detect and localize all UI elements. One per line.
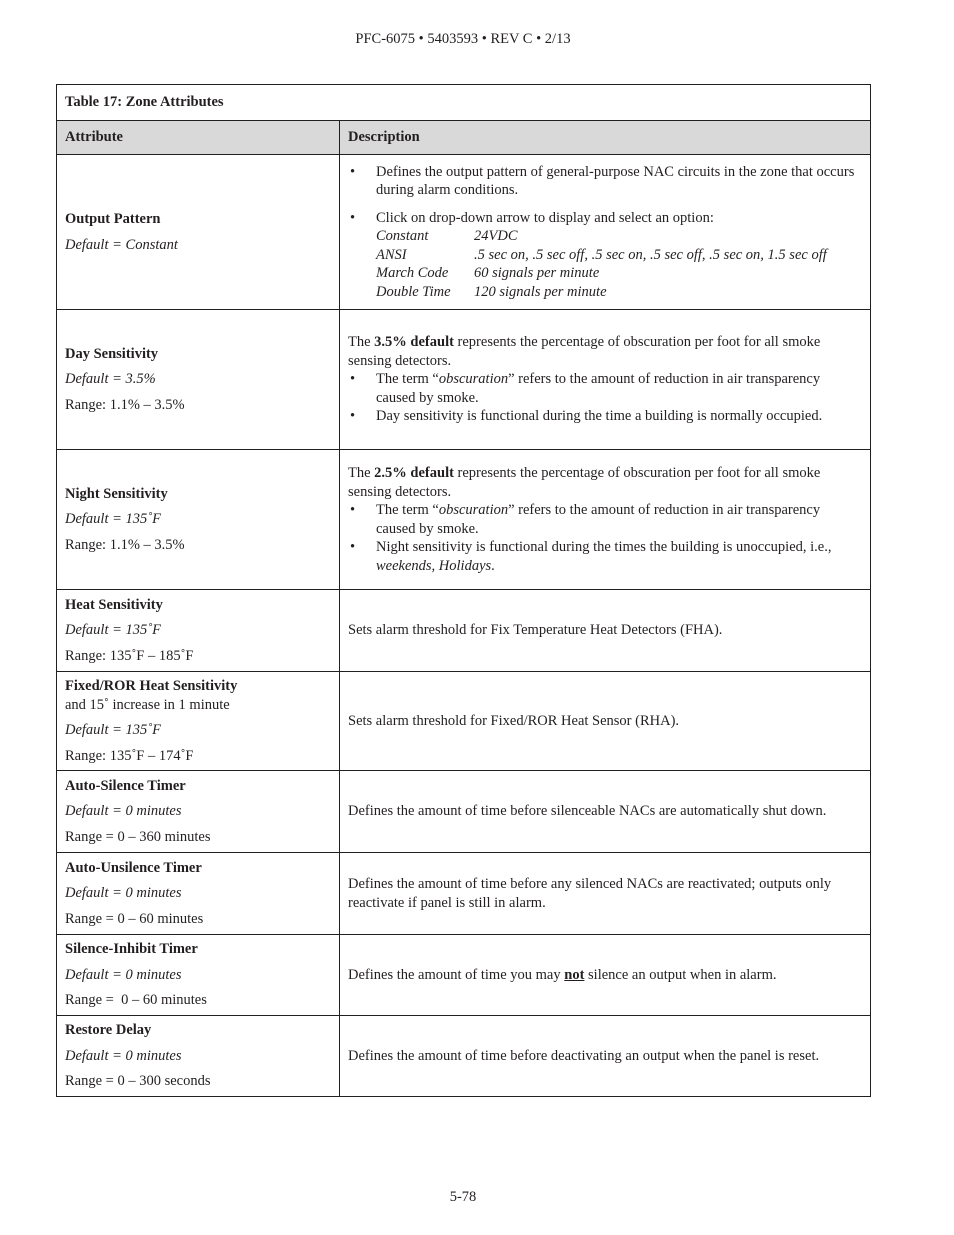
- text-run: Night sensitivity is functional during the times the building is unoccupied, i.e.,: [376, 539, 832, 555]
- text-run: silence an output when in alarm.: [584, 966, 777, 983]
- italic-text: obscuration: [438, 371, 509, 388]
- table-row: [57, 590, 871, 672]
- option-value: .5 sec on, .5 sec off, .5 sec on, .5 sec off, .5 sec on, 1.5 sec off: [474, 246, 827, 263]
- text-run: ” refers to the amount of reduction in air transparency caused by smoke.: [376, 502, 821, 537]
- attribute-name: Day Sensitivity: [65, 345, 159, 362]
- text-run: Defines the amount of time you may: [348, 966, 565, 983]
- attribute-subtitle: and 15˚ increase in 1 minute: [65, 696, 230, 713]
- description-cell: Defines the amount of time before deactivating an output when the panel is reset.: [340, 1016, 871, 1097]
- option-name: ANSI: [376, 246, 407, 263]
- table-row: [57, 1016, 871, 1097]
- description-cell: [340, 450, 871, 590]
- italic-text: weekends, Holidays: [376, 557, 492, 574]
- attribute-default: Default = 135˚F: [65, 622, 161, 639]
- attribute-name: Auto-Silence Timer: [65, 777, 186, 794]
- attribute-default: Default = Constant: [65, 236, 178, 253]
- attribute-range: Range: 1.1% – 3.5%: [65, 536, 185, 553]
- option-value: 120 signals per minute: [474, 283, 607, 300]
- column-header-attribute: Attribute: [57, 121, 340, 155]
- text-run: The: [348, 465, 375, 481]
- column-header-description: Description: [340, 121, 871, 155]
- table-row: [57, 853, 871, 935]
- attribute-name: Silence-Inhibit Timer: [65, 941, 198, 958]
- page-header: PFC-6075 • 5403593 • REV C • 2/13: [355, 31, 571, 47]
- attribute-range: Range = 0 – 60 minutes: [65, 910, 204, 927]
- attribute-cell: [57, 155, 340, 310]
- text-run: .: [491, 557, 495, 574]
- description-cell: [340, 155, 871, 310]
- table-row: [57, 672, 871, 771]
- table-title: Table 17: Zone Attributes: [57, 85, 871, 121]
- option-name: Constant: [376, 228, 429, 245]
- bold-text: 3.5% default: [374, 334, 454, 351]
- option-value: 24VDC: [474, 228, 518, 245]
- attribute-default: Default = 0 minutes: [65, 966, 182, 983]
- zone-attributes-table: [56, 84, 871, 1097]
- attribute-cell: [57, 590, 340, 672]
- attribute-cell: [57, 1016, 340, 1097]
- attribute-default: Default = 0 minutes: [65, 1047, 182, 1064]
- description-bullet: [348, 501, 862, 538]
- description-bullet: • Defines the output pattern of general-purpose NAC circuits in the zone that occurs during alarm conditions.: [348, 163, 862, 200]
- bold-text: 2.5% default: [374, 465, 454, 481]
- underlined-text: not: [564, 966, 585, 983]
- description-cell: Defines the amount of time before silenceable NACs are automatically shut down.: [340, 771, 871, 853]
- attribute-default: Default = 135˚F: [65, 511, 161, 528]
- italic-text: obscuration: [438, 502, 509, 518]
- attribute-cell: [57, 310, 340, 450]
- attribute-default: Default = 0 minutes: [65, 803, 182, 820]
- attribute-name: Night Sensitivity: [65, 485, 168, 502]
- description-cell: Sets alarm threshold for Fixed/ROR Heat Sensor (RHA).: [340, 672, 871, 771]
- text-run: ” refers to the amount of reduction in air transparency caused by smoke.: [376, 371, 821, 406]
- attribute-cell: [57, 853, 340, 935]
- attribute-name: Auto-Unsilence Timer: [65, 859, 202, 876]
- table-row: [57, 310, 871, 450]
- attribute-name: Heat Sensitivity: [65, 596, 163, 613]
- attribute-cell: [57, 935, 340, 1016]
- option-name: Double Time: [376, 283, 451, 300]
- text-run: The term “: [376, 502, 439, 518]
- attribute-name: Fixed/ROR Heat Sensitivity: [65, 678, 238, 694]
- text-run: The term “: [376, 371, 439, 388]
- table-row: [57, 450, 871, 590]
- text-run: The: [348, 334, 375, 351]
- table-row: [57, 771, 871, 853]
- attribute-name: Restore Delay: [65, 1022, 152, 1039]
- description-cell: Sets alarm threshold for Fix Temperature Heat Detectors (FHA).: [340, 590, 871, 672]
- attribute-default: Default = 135˚F: [65, 722, 161, 738]
- attribute-default: Default = 0 minutes: [65, 885, 182, 902]
- attribute-range: Range: 135˚F – 174˚F: [65, 747, 194, 764]
- table-row: [57, 155, 871, 310]
- attribute-range: Range = 0 – 300 seconds: [65, 1073, 211, 1090]
- page-number: 5-78: [449, 1189, 477, 1205]
- text-run: represents the percentage of obscuration per foot for all smoke sensing detectors.: [348, 465, 821, 500]
- option-name: March Code: [376, 265, 449, 282]
- option-list: [376, 227, 862, 301]
- attribute-cell: [57, 450, 340, 590]
- attribute-range: Range: 1.1% – 3.5%: [65, 396, 185, 413]
- description-cell: Defines the amount of time before any silenced NACs are reactivated; outputs only reactivate if panel is still in alarm.: [340, 853, 871, 935]
- description-bullet: [348, 370, 862, 407]
- attribute-range: Range = 0 – 60 minutes: [65, 992, 207, 1009]
- description-intro: [348, 333, 862, 370]
- attribute-default: Default = 3.5%: [65, 371, 156, 388]
- description-bullet: [348, 538, 862, 575]
- attribute-cell: [57, 771, 340, 853]
- description-bullet: • Day sensitivity is functional during the time a building is normally occupied.: [348, 407, 862, 426]
- description-cell: [340, 310, 871, 450]
- attribute-cell: [57, 672, 340, 771]
- option-value: 60 signals per minute: [474, 265, 600, 282]
- attribute-range: Range: 135˚F – 185˚F: [65, 647, 194, 664]
- attribute-name: Output Pattern: [65, 211, 161, 227]
- description-intro: [348, 464, 862, 501]
- attribute-range: Range = 0 – 360 minutes: [65, 828, 211, 845]
- table-row: [57, 935, 871, 1016]
- description-cell: [340, 935, 871, 1016]
- description-bullet: [348, 209, 862, 302]
- text-run: represents the percentage of obscuration per foot for all smoke sensing detectors.: [348, 334, 821, 369]
- bullet-text: Click on drop-down arrow to display and select an option:: [376, 209, 714, 226]
